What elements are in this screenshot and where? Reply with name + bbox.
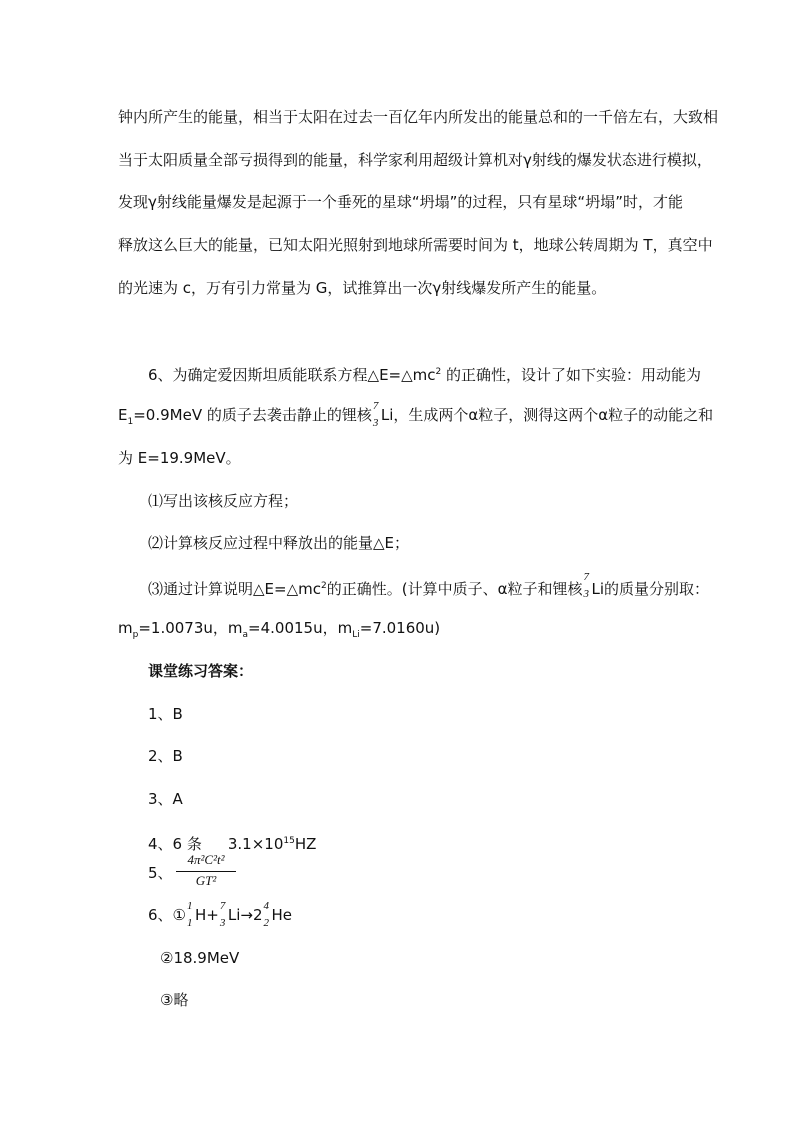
text: ，生成两个α粒子，测得这两个α粒子的动能之和: [393, 406, 714, 424]
sub-question-2: ⑵计算核反应过程中释放出的能量△E；: [148, 534, 410, 552]
answer-4: [148, 831, 316, 854]
text-line: 发现γ射线能量爆发是起源于一个垂死的星球“坍塌”的过程，只有星球“坍塌”时，才能: [118, 193, 683, 211]
mass-values: $m_p=1.0073u$，$m_a=4.0015u$，$m_{Li}=7.0160u$): [118, 619, 441, 640]
answer-1: 1、B: [148, 705, 183, 723]
mass-number: 7: [219, 900, 226, 912]
text: =0.9MeV 的质子去袭击静止的锂核: [133, 406, 372, 424]
numerator: 4π²C²t²: [187, 852, 225, 867]
element-symbol: He: [271, 906, 293, 924]
text: E: [118, 406, 128, 424]
text: 4、6 条: [148, 835, 202, 853]
atomic-number: 3: [583, 588, 589, 600]
mass-number: 7: [583, 571, 589, 583]
mass-number: 4: [263, 900, 270, 912]
unit: HZ: [294, 835, 317, 853]
atomic-number: 2: [263, 917, 270, 929]
answer-6-part-3: ③略: [160, 991, 189, 1009]
operator: →2: [240, 906, 263, 924]
text: ⑶通过计算说明△E=△mc: [148, 580, 321, 598]
hydrogen-nuclide: [186, 900, 195, 929]
text: 的质量分别取：: [604, 580, 710, 598]
text-line: $E_1=0.9MeV$ 的质子去袭击静止的锂核 7 3 Li，生成两个α粒子，测得这两个α粒子的动能之和: [118, 405, 713, 432]
answer-3: 3、A: [148, 790, 183, 808]
operator: +: [206, 906, 219, 924]
answer-6-equation: [148, 900, 293, 929]
lithium-nuclide: [219, 900, 228, 929]
mass-number: 1: [187, 900, 193, 912]
lithium-nuclide: [372, 400, 381, 429]
element-symbol: Li: [380, 406, 394, 424]
text-line: 当于太阳质量全部亏损得到的能量，科学家利用超级计算机对γ射线的爆发状态进行模拟，: [118, 151, 712, 169]
text-line: 钟内所产生的能量，相当于太阳在过去一百亿年内所发出的能量总和的一千倍左右，大致相: [118, 108, 719, 126]
helium-nuclide: [263, 900, 272, 929]
element-symbol: Li: [227, 906, 241, 924]
denominator: GT²: [195, 873, 217, 888]
atomic-number: 3: [372, 417, 379, 429]
exponent: 15: [283, 836, 295, 846]
atomic-number: 1: [187, 917, 193, 929]
text-line: 为 E=19.9MeV。: [118, 449, 241, 467]
answer-2: 2、B: [148, 747, 183, 765]
sub-question-1: ⑴写出该核反应方程；: [148, 492, 299, 510]
text-line: 的光速为 c，万有引力常量为 G，试推算出一次γ射线爆发所产生的能量。: [118, 279, 607, 297]
answer-5-label: 5、: [148, 864, 173, 882]
fraction-bar: [176, 871, 236, 872]
formula: △E=△mc: [367, 366, 436, 384]
text: 6、为确定爱因斯坦质能联系方程: [148, 366, 368, 384]
element-symbol: H: [195, 906, 207, 924]
text-line: 6、为确定爱因斯坦质能联系方程$\triangle E=\triangle mc^2$ 的正确性，设计了如下实验：用动能为: [148, 366, 702, 384]
lithium-nuclide: [582, 571, 591, 600]
text: 6、①: [148, 906, 186, 924]
element-symbol: Li: [591, 580, 604, 598]
text-line: 释放这么巨大的能量，已知太阳光照射到地球所需要时间为 t，地球公转周期为 T，真空中: [118, 236, 713, 254]
text: 的正确性。(计算中质子、α粒子和锂核: [326, 580, 583, 598]
answers-heading: 课堂练习答案：: [148, 662, 254, 680]
mass-number: 7: [372, 400, 379, 412]
text: 的正确性，设计了如下实验：用动能为: [441, 366, 702, 384]
atomic-number: 3: [219, 917, 226, 929]
answer-6-part-2: ②18.9MeV: [160, 949, 240, 967]
sub-question-3: ⑶通过计算说明$\triangle E=\triangle mc^2$的正确性。(计算中质子、α粒子和锂核 7 3 Li的质量分别取：: [148, 576, 709, 599]
text: 3.1×10: [227, 835, 284, 853]
